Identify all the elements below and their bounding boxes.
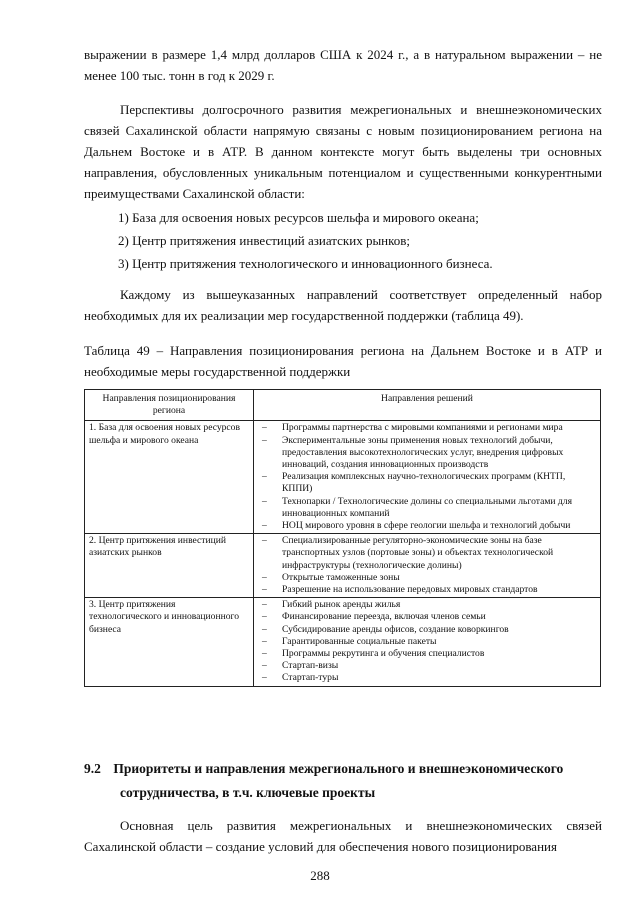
solution-item: – Программы рекрутинга и обучения специалистов [258,648,596,660]
solution-item: – Стартап-туры [258,672,596,684]
solution-item: – Гарантированные социальные пакеты [258,636,596,648]
direction-item: 3) Центр притяжения технологического и инновационного бизнеса. [118,256,493,271]
directions-list [118,206,598,275]
solution-item: – Стартап-визы [258,660,596,672]
table-cell-solutions [254,534,601,598]
direction-item: 2) Центр притяжения инвестиций азиатских рынков; [118,233,411,248]
table-row [85,534,601,598]
table-header-direction: Направления позиционирования региона [85,390,254,421]
support-paragraph: Каждому из вышеуказанных направлений соответствует определенный набор необходимых для их реализации мер государственной поддержки (таблица 49). [84,287,602,323]
table-cell-direction: 1. База для освоения новых ресурсов шельфа и мирового океана [85,421,254,534]
solution-item: – Разрешение на использование передовых мировых стандартов [258,584,596,596]
perspectives-paragraph: Перспективы долгосрочного развития межрегиональных и внешнеэкономических связей Сахалинской области напрямую связаны с новым позиционированием региона на Дальнем Востоке и в АТР. В данном контексте могут быть выделены три основных направления, обусловленных уникальным потенциалом и существенными конкурентными преимуществами Сахалинской области: [84,102,602,201]
table-row [85,598,601,686]
table-cell-direction: 3. Центр притяжения технологического и инновационного бизнеса [85,598,254,686]
solution-item: – Технопарки / Технологические долины со специальными льготами для инновационных компаний [258,496,596,520]
measures-table [84,389,601,687]
section-title-line2: сотрудничества, в т.ч. ключевые проекты [120,785,376,800]
section-number: 9.2 [84,761,101,776]
section-heading [84,757,604,805]
table-row [85,421,601,534]
direction-item: 1) База для освоения новых ресурсов шельфа и мирового океана; [118,210,479,225]
table-cell-solutions [254,598,601,686]
solution-item: – НОЦ мирового уровня в сфере геологии шельфа и технологий добычи [258,520,596,532]
section-title-line1: Приоритеты и направления межрегионального и внешнеэкономического [113,761,564,776]
solution-item: – Экспериментальные зоны применения новых технологий добычи, предоставления высокотехнологических услуг, внедрения цифровых инноваций, создания инновационных производств [258,435,596,472]
page-number: 288 [310,868,330,883]
solution-item: – Субсидирование аренды офисов, создание коворкингов [258,624,596,636]
solution-item: – Программы партнерства с мировыми компаниями и регионами мира [258,422,596,434]
solution-item: – Финансирование переезда, включая членов семьи [258,611,596,623]
goal-paragraph: Основная цель развития межрегиональных и внешнеэкономических связей Сахалинской области – создание условий для обеспечения нового позиционирования [84,818,602,854]
solution-item: – Специализированные регуляторно-экономические зоны на базе транспортных узлов (портовые зоны) и объектах технологической инфраструктуры (технологические долины) [258,535,596,572]
table-cell-direction: 2. Центр притяжения инвестиций азиатских рынков [85,534,254,598]
intro-paragraph: выражении в размере 1,4 млрд долларов США к 2024 г., а в натуральном выражении – не менее 100 тыс. тонн в год к 2029 г. [84,47,602,83]
solution-item: – Реализация комплексных научно-технологических программ (КНТП, КППИ) [258,471,596,495]
table-cell-solutions [254,421,601,534]
table-header-row [85,390,601,421]
table-caption: Таблица 49 – Направления позиционирования региона на Дальнем Востоке и в АТР и необходимые меры государственной поддержки [84,343,602,379]
solution-item: – Гибкий рынок аренды жилья [258,599,596,611]
table-header-solutions: Направления решений [254,390,601,421]
solution-item: – Открытые таможенные зоны [258,572,596,584]
